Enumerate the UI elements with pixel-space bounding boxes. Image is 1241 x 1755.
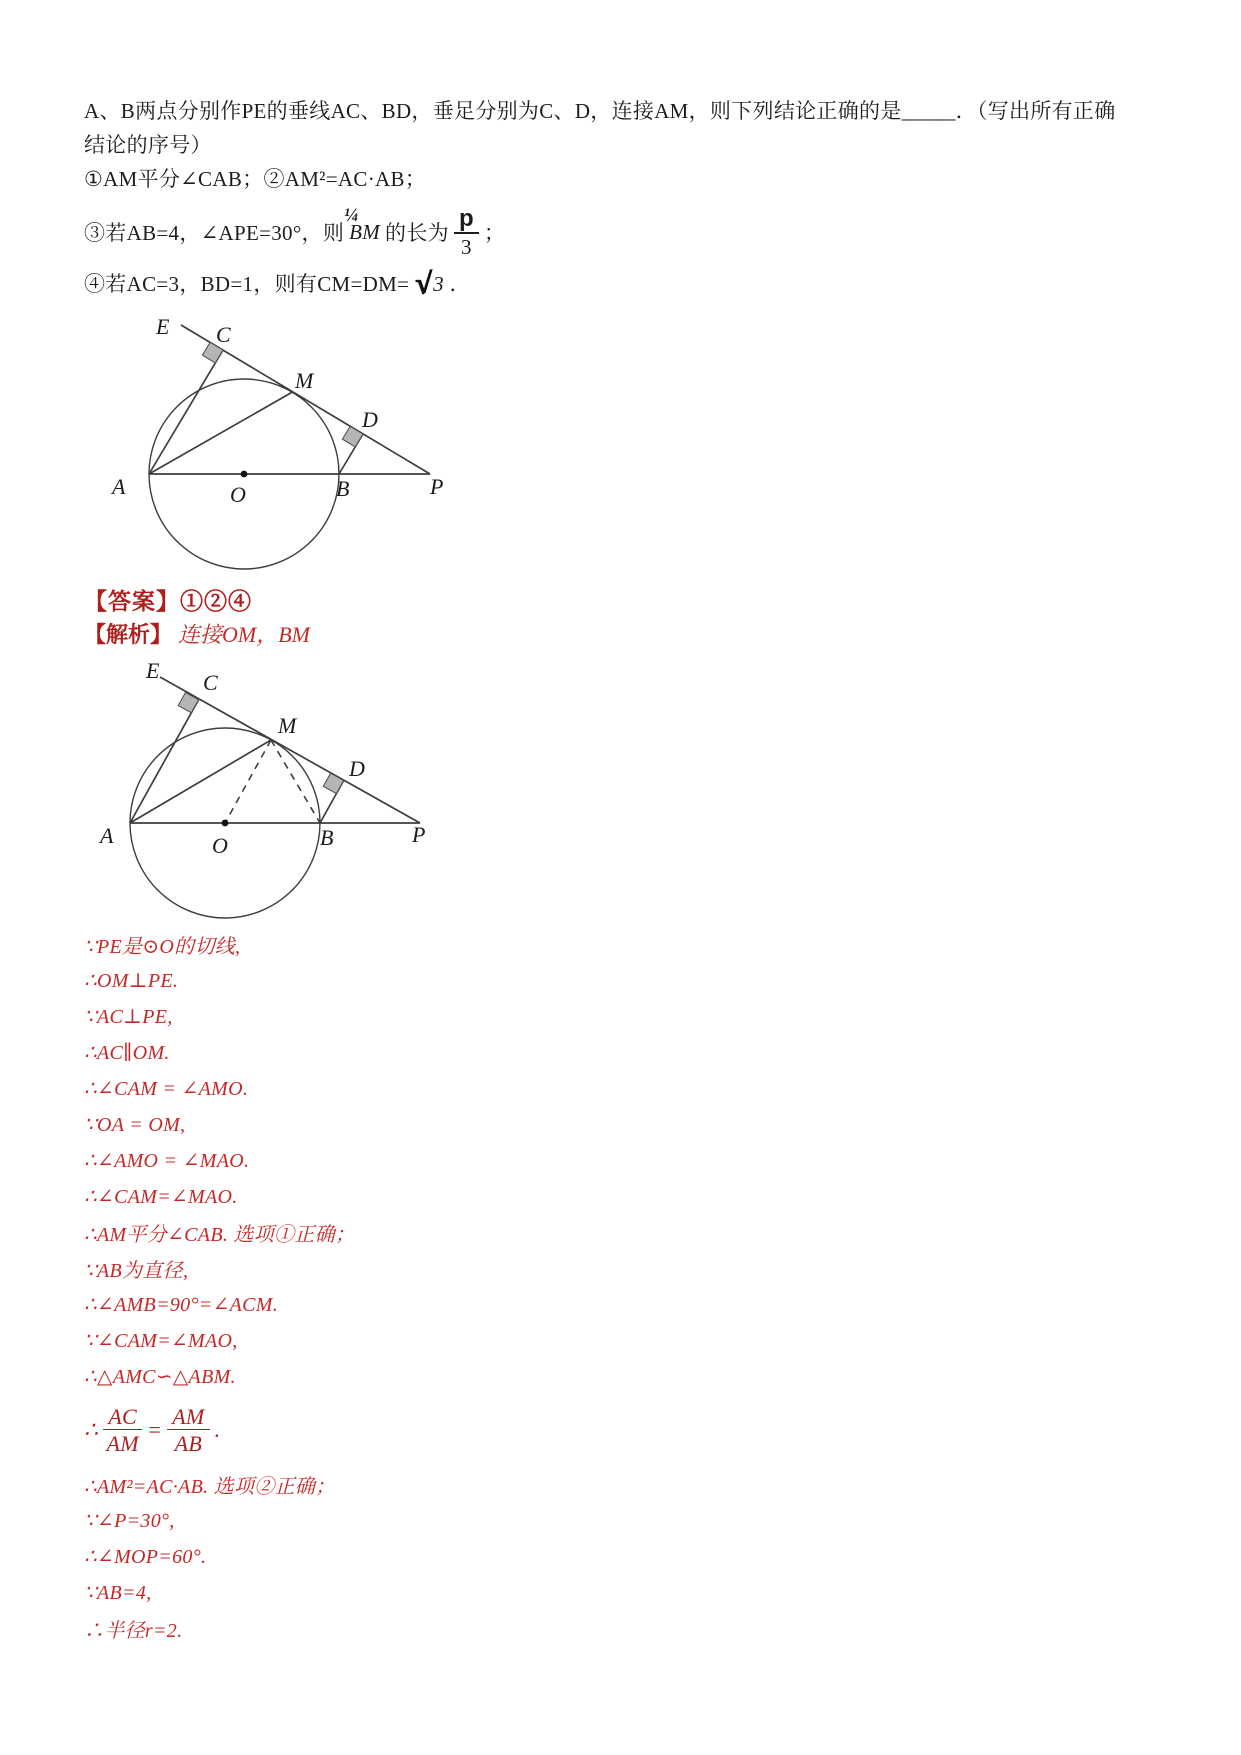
fraction-numerator: p	[454, 206, 479, 233]
label-B: B	[336, 476, 350, 501]
arc-mark: ¼	[344, 204, 359, 226]
proof-line: ∴AM平分∠CAB. 选项①正确；	[84, 1223, 356, 1246]
analysis-text: 连接OM，BM	[178, 622, 310, 647]
analysis-line	[84, 618, 310, 649]
proof-line: ∴∠CAM = ∠AMO.	[84, 1077, 249, 1100]
proof-line: ∴OM⊥PE.	[84, 969, 179, 992]
item3-prefix: ③若AB=4，∠APE=30°，则	[84, 221, 345, 245]
line-EP-tangent	[160, 677, 420, 823]
sqrt-icon: √	[414, 267, 432, 300]
label-M: M	[295, 368, 314, 393]
label-B: B	[320, 825, 334, 850]
label-A: A	[100, 823, 114, 848]
proof-line: ∴AC∥OM.	[84, 1041, 170, 1064]
item4-suffix: ．	[449, 272, 471, 296]
proof-block	[84, 926, 355, 1646]
item4-prefix: ④若AC=3，BD=1，则有CM=DM=	[84, 272, 410, 296]
line-AC	[149, 350, 223, 474]
proof-fraction-line	[84, 1394, 355, 1466]
proof-line: ∵OA = OM,	[84, 1113, 186, 1136]
proof-line: ∵∠CAM=∠MAO,	[84, 1329, 238, 1352]
item3-mid: 的长为	[385, 221, 449, 245]
equals-sign: =	[147, 1417, 163, 1442]
problem-item1-2: ①AM平分∠CAB；②AM²=AC·AB；	[84, 167, 427, 191]
label-C: C	[203, 670, 218, 695]
label-E: E	[146, 658, 160, 683]
line-AM	[130, 740, 271, 823]
label-B: O	[212, 833, 228, 858]
label-E: E	[156, 314, 170, 339]
arc-BM-text: BM	[349, 219, 381, 244]
label-P: P	[430, 474, 444, 499]
answer-label: 【答案】	[84, 589, 180, 614]
center-dot-O	[222, 820, 229, 827]
proof-line: ∵PE是⊙O的切线,	[84, 935, 241, 958]
proof-line: ∴△AMC∽△ABM.	[84, 1365, 236, 1388]
proof-line: ∵AB为直径,	[84, 1259, 189, 1282]
proof-line: ∴∠AMO = ∠MAO.	[84, 1149, 250, 1172]
fraction-numerator: AM	[167, 1405, 209, 1429]
fraction-denominator: AM	[106, 1430, 139, 1456]
proof-line: ∴∠CAM=∠MAO.	[84, 1185, 238, 1208]
problem-item4	[84, 268, 1174, 298]
item3-suffix: ；	[483, 221, 506, 245]
therefore-sign: ∴	[84, 1417, 99, 1442]
fraction-denominator: 3	[461, 234, 472, 259]
label-A: A	[112, 474, 126, 499]
problem-text-line2: 结论的序号）	[84, 133, 212, 157]
label-D: D	[349, 756, 365, 781]
period: .	[214, 1417, 221, 1442]
fraction-AM-AB	[167, 1405, 209, 1454]
center-dot-O	[241, 471, 248, 478]
answer-value: ①②④	[180, 589, 252, 614]
proof-line: ∴AM²=AC·AB. 选项②正确；	[84, 1475, 336, 1498]
label-P: P	[412, 822, 426, 847]
item4-radicand: 3	[433, 272, 444, 296]
fraction-numerator: AC	[103, 1405, 142, 1429]
label-C: C	[216, 322, 231, 347]
label-O: O	[230, 482, 246, 507]
figure-circle-tangent-1	[95, 295, 463, 580]
dashed-line-MO	[225, 740, 271, 823]
figure-circle-tangent-2	[85, 650, 445, 930]
arc-BM	[344, 204, 381, 245]
right-angle-mark-D	[323, 773, 343, 793]
line-AC	[130, 700, 199, 823]
fraction-denominator: AB	[174, 1430, 203, 1456]
answer-line	[84, 583, 252, 616]
proof-line: ∵AB=4,	[84, 1581, 152, 1604]
proof-line: ∴∠MOP=60°.	[84, 1545, 207, 1568]
proof-line: ∵∠P=30°,	[84, 1509, 175, 1532]
label-D: D	[362, 407, 378, 432]
label-M: M	[278, 713, 297, 738]
fraction-pi-over-3	[454, 206, 479, 257]
right-angle-mark-C	[178, 692, 198, 712]
proof-line: ∴∠AMB=90°=∠ACM.	[84, 1293, 279, 1316]
proof-line: ∴半径r=2.	[84, 1619, 183, 1642]
problem-text-line1: A、B两点分别作PE的垂线AC、BD，垂足分别为C、D，连接AM，则下列结论正确的是_____．（写出所有正确	[84, 99, 1116, 123]
analysis-label: 【解析】	[84, 622, 173, 647]
right-angle-mark-D	[342, 426, 363, 447]
fraction-AC-AM	[103, 1405, 142, 1454]
problem-item3	[84, 203, 1174, 261]
line-AM	[149, 392, 293, 474]
proof-line: ∵AC⊥PE,	[84, 1005, 173, 1028]
